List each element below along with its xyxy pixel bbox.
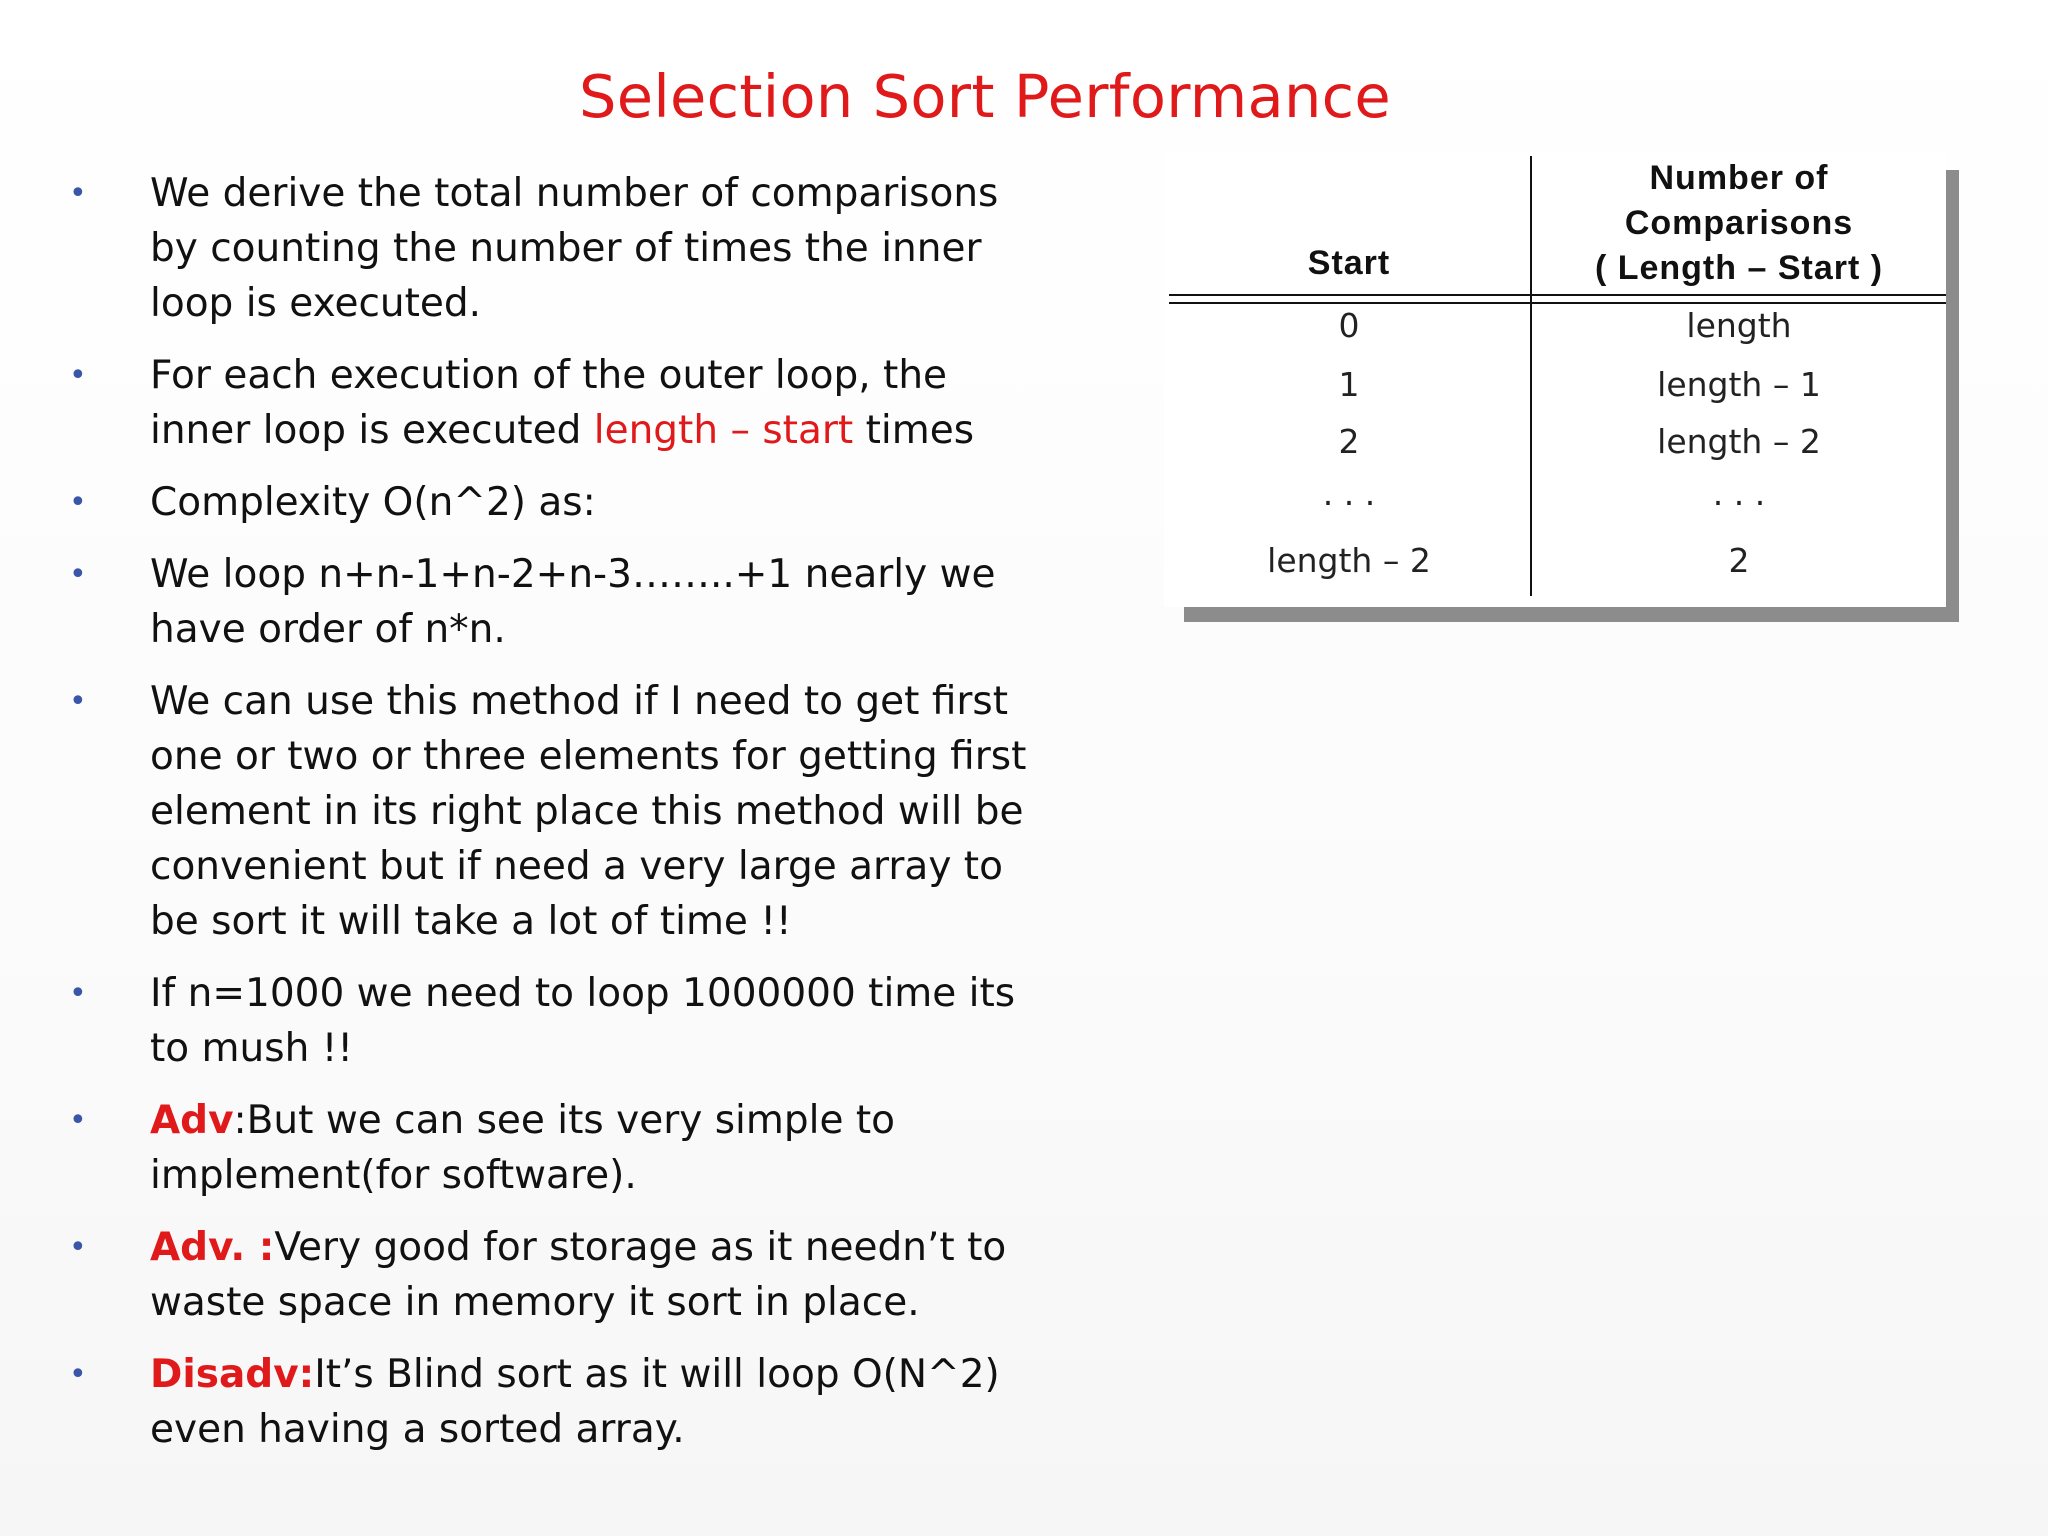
- table-shadow: [1184, 607, 1959, 622]
- bullet-text: We can use this method if I need to get first one or two or three elements for getting first element in its right place this method will be convenient but if need a very large array to be sort it will take a lot of time !!: [150, 679, 1027, 944]
- bullet-dot-icon: •: [69, 176, 87, 211]
- bullet-dot-icon: •: [69, 1103, 87, 1138]
- bullet-item: [64, 1347, 1054, 1457]
- bullet-item: [64, 1093, 1054, 1203]
- bullet-text: For each execution of the outer loop, the inner loop is executed: [150, 353, 948, 453]
- bullet-label: Adv: [150, 1098, 234, 1143]
- cell-comparisons: length – 1: [1657, 365, 1821, 404]
- bullet-item: [64, 547, 1054, 657]
- cell-comparisons: length – 2: [1657, 422, 1821, 461]
- slide-title: Selection Sort Performance: [578, 62, 1392, 131]
- bullet-text: We derive the total number of comparisons by counting the number of times the inner loop is executed.: [150, 171, 999, 326]
- cell-start: length – 2: [1267, 541, 1431, 580]
- header-comparisons: [1532, 156, 1946, 291]
- bullet-dot-icon: •: [69, 557, 87, 592]
- bullet-text: Complexity O(n^2) as:: [150, 480, 596, 525]
- cell-start: 0: [1338, 306, 1360, 345]
- cell-start: 2: [1338, 422, 1360, 461]
- bullet-dot-icon: •: [69, 684, 87, 719]
- comparisons-table-figure: [1164, 152, 1954, 622]
- bullet-text: It’s Blind sort as it will loop O(N^2) even having a sorted array.: [150, 1352, 1000, 1452]
- bullet-label: Disadv:: [150, 1352, 315, 1397]
- bullet-dot-icon: •: [69, 1357, 87, 1392]
- header-line: ( Length – Start ): [1594, 249, 1884, 287]
- comparisons-table: [1164, 152, 1946, 607]
- header-line: Comparisons: [1624, 204, 1854, 242]
- bullet-list: [64, 166, 1054, 1474]
- cell-start: 1: [1338, 365, 1360, 404]
- bullet-text: Very good for storage as it needn’t to waste space in memory it sort in place.: [150, 1225, 1007, 1325]
- bullet-item: [64, 1220, 1054, 1330]
- bullet-text: times: [853, 408, 975, 453]
- bullet-dot-icon: •: [69, 976, 87, 1011]
- cell-start: . . .: [1322, 474, 1376, 513]
- header-start: Start: [1307, 244, 1391, 282]
- bullet-dot-icon: •: [69, 1230, 87, 1265]
- table-divider: [1169, 302, 1946, 304]
- bullet-label: Adv. :: [150, 1225, 275, 1270]
- bullet-item: [64, 166, 1054, 331]
- bullet-text: If n=1000 we need to loop 1000000 time its to mush !!: [150, 971, 1016, 1071]
- bullet-item: [64, 348, 1054, 458]
- header-line: Number of: [1649, 159, 1829, 197]
- bullet-item: [64, 475, 1054, 530]
- cell-comparisons: length: [1686, 306, 1792, 345]
- cell-comparisons: . . .: [1712, 474, 1766, 513]
- bullet-text: We loop n+n-1+n-2+n-3……..+1 nearly we have order of n*n.: [150, 552, 996, 652]
- cell-comparisons: 2: [1728, 541, 1750, 580]
- bullet-dot-icon: •: [69, 358, 87, 393]
- highlight-text: length – start: [593, 408, 854, 453]
- bullet-item: [64, 966, 1054, 1076]
- bullet-item: [64, 674, 1054, 949]
- bullet-dot-icon: •: [69, 485, 87, 520]
- table-divider: [1169, 294, 1946, 296]
- bullet-text: :But we can see its very simple to implement(for software).: [150, 1098, 895, 1198]
